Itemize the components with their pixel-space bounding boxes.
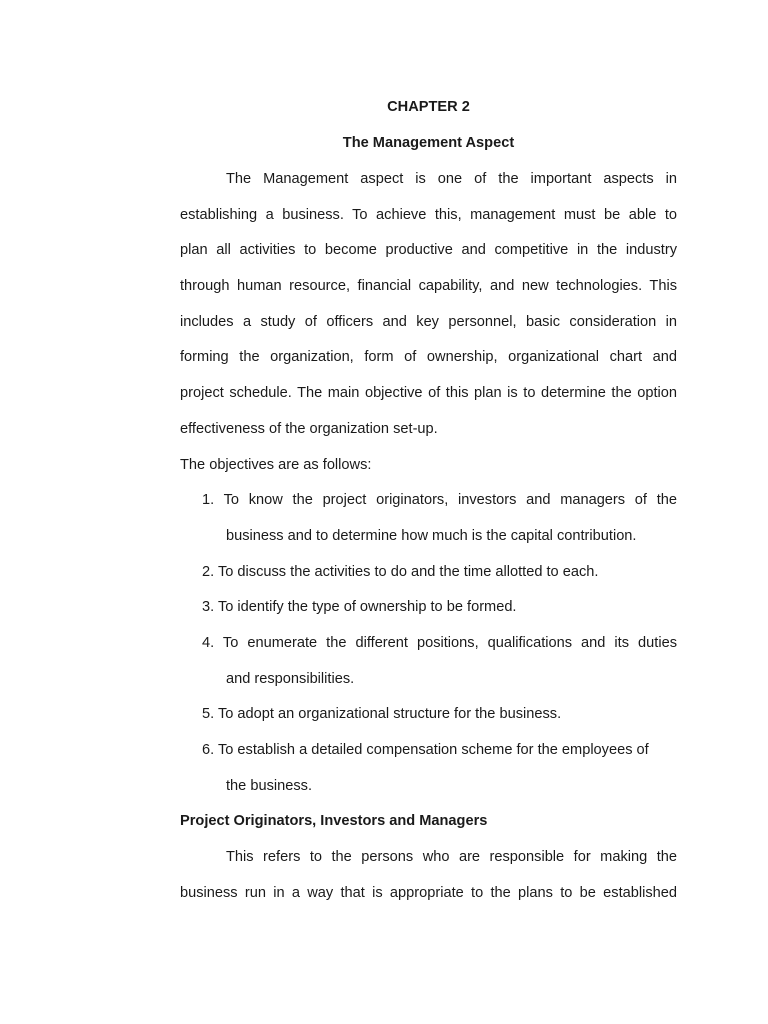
- objective-item-continuation: and responsibilities.: [226, 671, 355, 687]
- objective-item-continuation: the business.: [226, 778, 312, 794]
- intro-line: project schedule. The main objective of this plan is to determine the option: [180, 385, 677, 401]
- section-body-line: This refers to the persons who are responsible for making the: [226, 849, 677, 865]
- chapter-label: CHAPTER 2: [387, 99, 470, 115]
- objectives-heading: The objectives are as follows:: [180, 457, 372, 473]
- intro-line: The Management aspect is one of the important aspects in: [226, 171, 677, 187]
- objective-item: 1. To know the project originators, investors and managers of the: [202, 492, 677, 508]
- objective-item: 2. To discuss the activities to do and the time allotted to each.: [202, 564, 599, 580]
- intro-line: through human resource, financial capability, and new technologies. This: [180, 278, 677, 294]
- objective-item: 6. To establish a detailed compensation scheme for the employees of: [202, 742, 649, 758]
- section-heading: Project Originators, Investors and Managers: [180, 813, 488, 829]
- objective-item: 3. To identify the type of ownership to be formed.: [202, 599, 517, 615]
- page-title: The Management Aspect: [342, 135, 515, 151]
- intro-line: forming the organization, form of ownership, organizational chart and: [180, 349, 677, 365]
- objective-item: 5. To adopt an organizational structure for the business.: [202, 706, 562, 722]
- intro-line: plan all activities to become productive and competitive in the industry: [180, 242, 677, 258]
- section-body-line: business run in a way that is appropriate to the plans to be established: [180, 885, 677, 901]
- intro-line: effectiveness of the organization set-up.: [180, 421, 438, 437]
- objective-item: 4. To enumerate the different positions, qualifications and its duties: [202, 635, 677, 651]
- objective-item-continuation: business and to determine how much is the capital contribution.: [226, 528, 637, 544]
- intro-line: establishing a business. To achieve this, management must be able to: [180, 207, 677, 223]
- intro-line: includes a study of officers and key personnel, basic consideration in: [180, 314, 677, 330]
